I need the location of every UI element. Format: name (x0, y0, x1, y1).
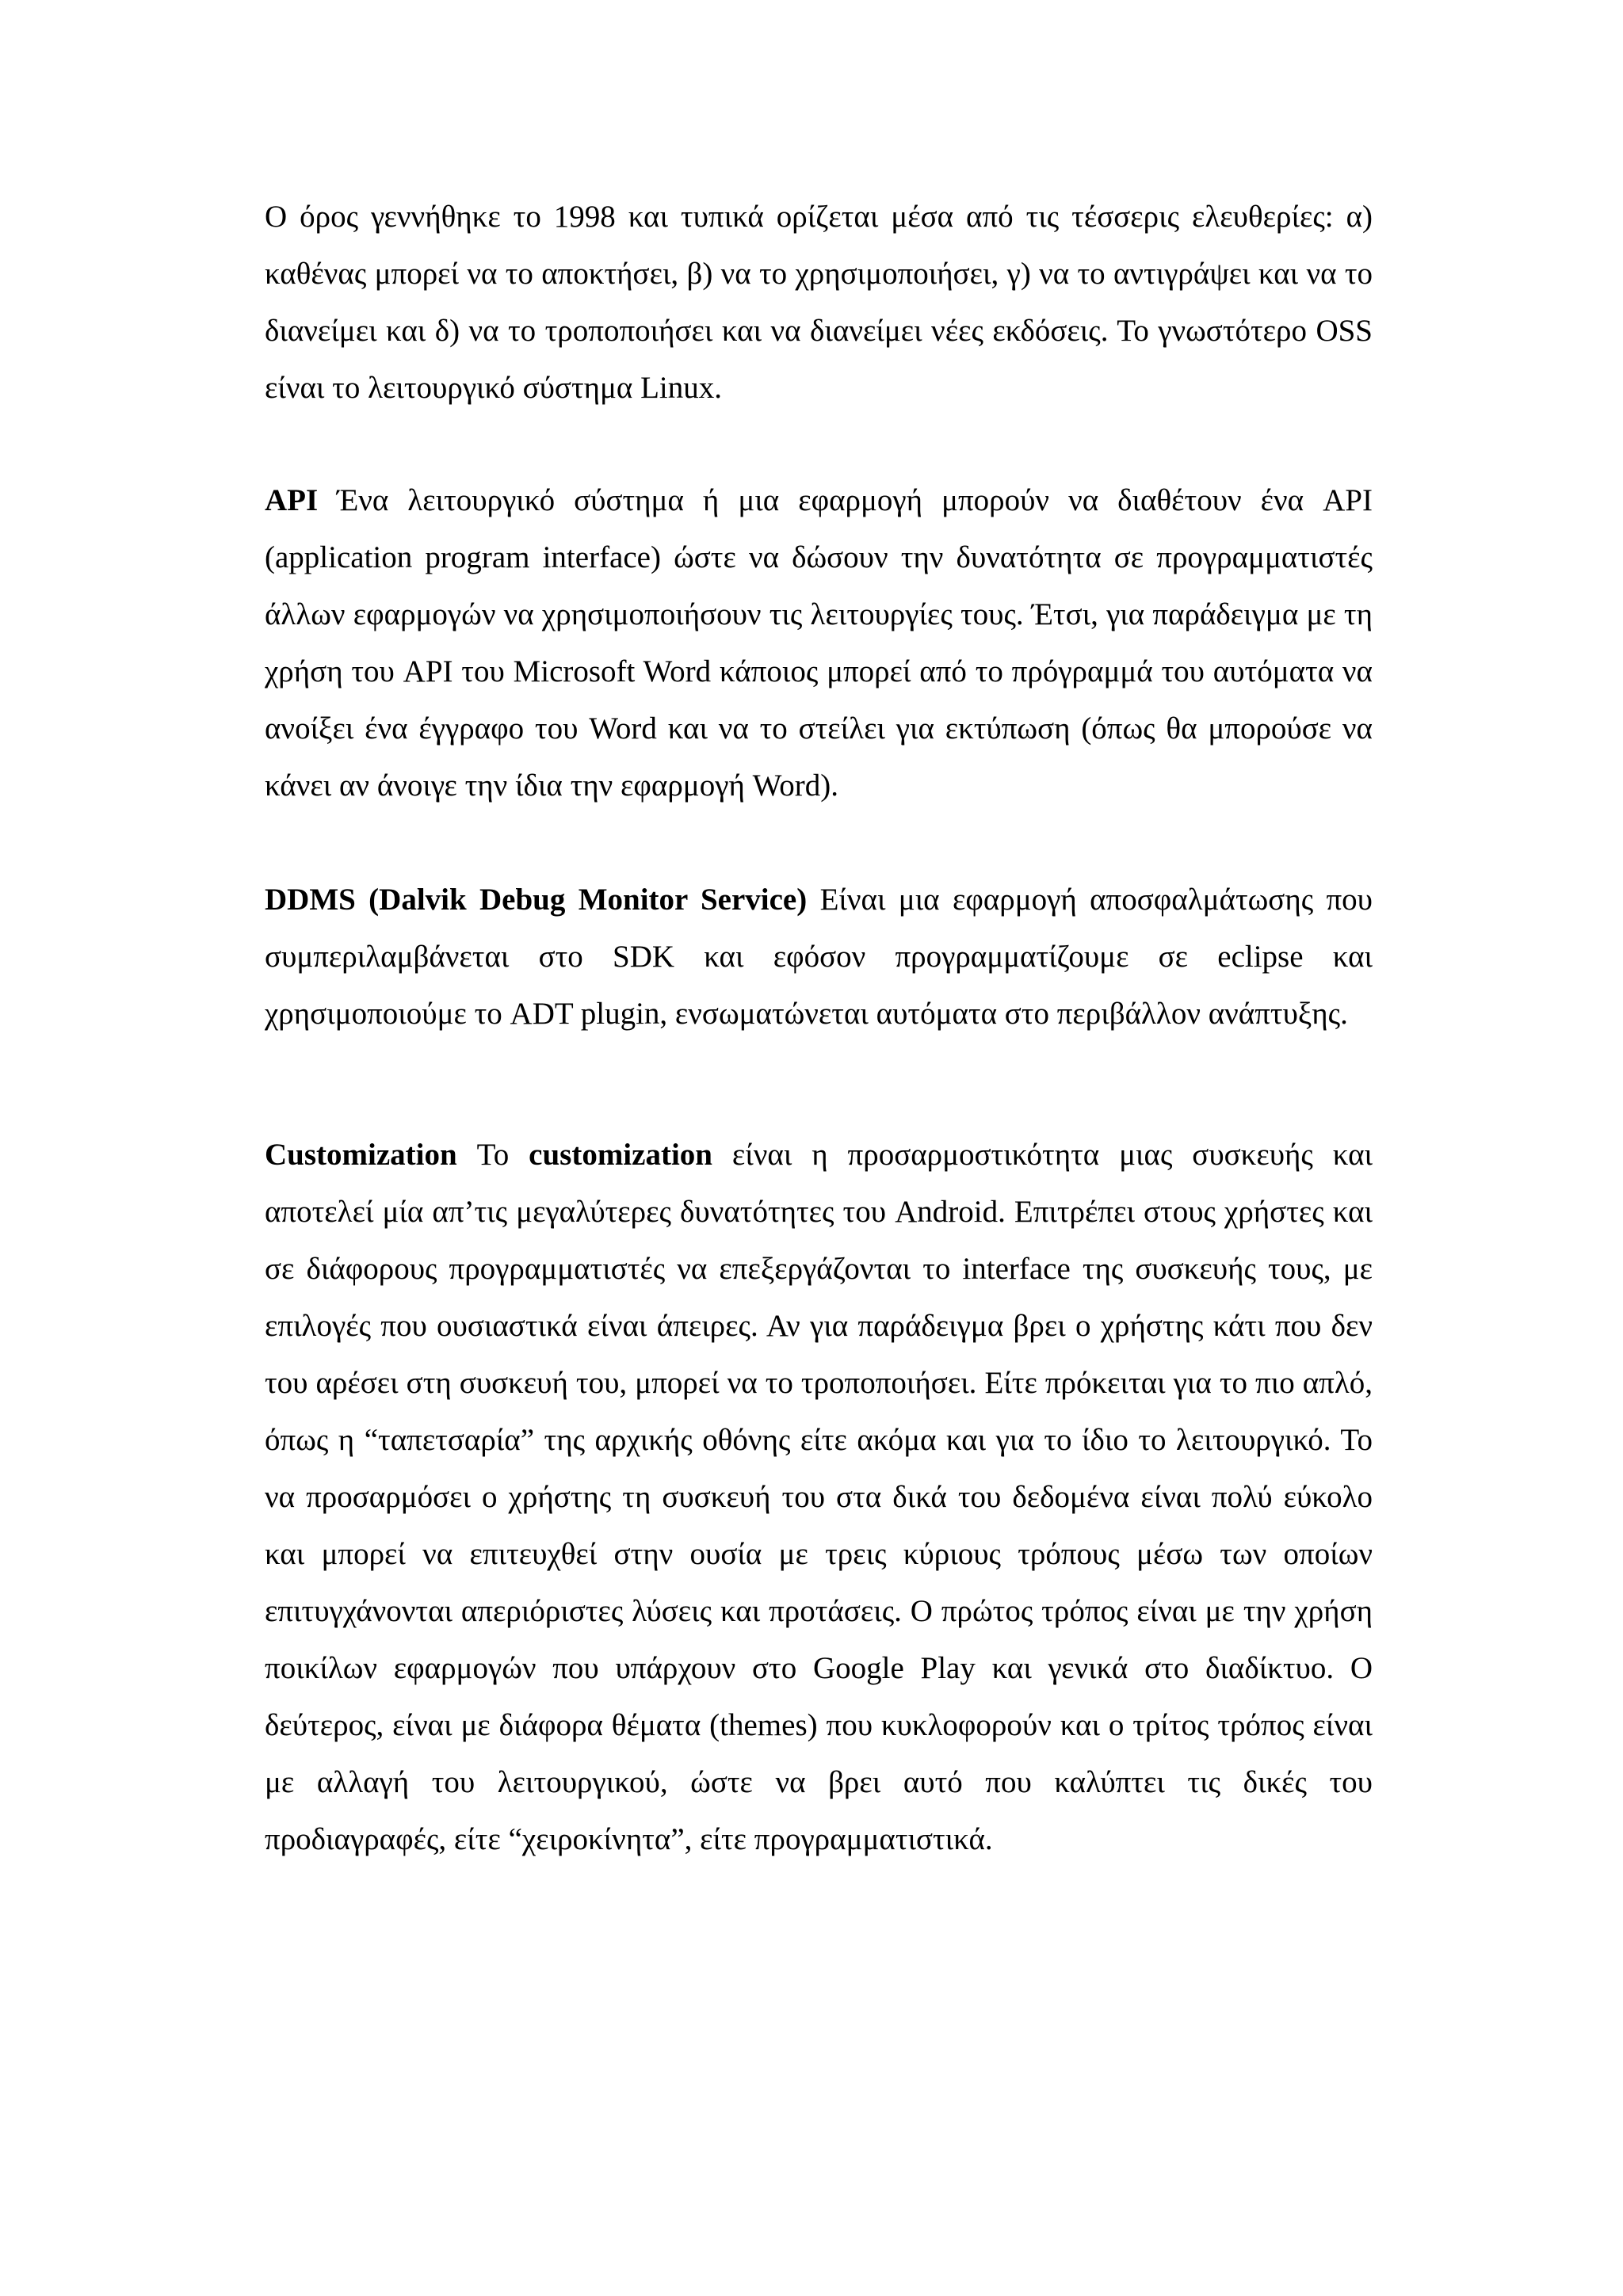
term-customization-inline: customization (529, 1138, 712, 1172)
paragraph-text: είναι η προσαρμοστικότητα μιας συσκευής και αποτελεί μία απ’τις μεγαλύτερες δυνατότητες του Android. Επιτρέπει στους χρήστες και σε διάφορους προγραμματιστές να επεξεργάζονται το interface της συσκευής τους, με επιλογές που ουσιαστικά είναι άπειρες. Αν για παράδειγμα βρει ο χρήστης κάτι που δεν του αρέσει στη συσκευή του, μπορεί να το τροποποιήσει. Είτε πρόκειται για το πιο απλό, όπως η “ταπετσαρία” της αρχικής οθόνης είτε ακόμα και για το ίδιο το λειτουργικό. Το να προσαρμόσει ο χρήστης τη συσκευή του στα δικά του δεδομένα είναι πολύ εύκολο και μπορεί να επιτευχθεί στην ουσία με τρεις κύριους τρόπους μέσω των οποίων επιτυγχάνονται απεριόριστες λύσεις και προτάσεις. Ο πρώτος τρόπος είναι με την χρήση ποικίλων εφαρμογών που υπάρχουν στο Google Play και γενικά στο διαδίκτυο. Ο δεύτερος, είναι με διάφορα θέματα (themes) που κυκλοφορούν και ο τρίτος τρόπος είναι με αλλαγή του λειτουργικού, ώστε να βρει αυτό που καλύπτει τις δικές του προδιαγραφές, είτε “χειροκίνητα”, είτε προγραμματιστικά. (265, 1138, 1373, 1856)
paragraph-api (265, 472, 1373, 814)
paragraph-customization (265, 1127, 1373, 1868)
paragraph-text: Είναι μια εφαρμογή αποσφαλμάτωσης που συμπεριλαμβάνεται στο SDK και εφόσον προγραμματίζουμε σε eclipse και χρησιμοποιούμε το ADT plugin, ενσωματώνεται αυτόματα στο περιβάλλον ανάπτυξης. (265, 883, 1373, 1031)
term-api: API (265, 483, 319, 517)
paragraph-text: Ο όρος γεννήθηκε το 1998 και τυπικά ορίζεται μέσα από τις τέσσερις ελευθερίες: α) καθένας μπορεί να το αποκτήσει, β) να το χρησιμοποιήσει, γ) να το αντιγράψει και να το διανείμει και δ) να το τροποποιήσει και να διανείμει νέες εκδόσεις. Το γνωστότερο OSS είναι το λειτουργικό σύστημα Linux. (265, 200, 1373, 405)
page-body (265, 189, 1373, 1868)
paragraph-text: Ένα λειτουργικό σύστημα ή μια εφαρμογή μπορούν να διαθέτουν ένα API (application program interface) ώστε να δώσουν την δυνατότητα σε προγραμματιστές άλλων εφαρμογών να χρησιμοποιήσουν τις λειτουργίες τους. Έτσι, για παράδειγμα με τη χρήση του API του Microsoft Word κάποιος μπορεί από το πρόγραμμά του αυτόματα να ανοίξει ένα έγγραφο του Word και να το στείλει για εκτύπωση (όπως θα μπορούσε να κάνει αν άνοιγε την ίδια την εφαρμογή Word). (265, 483, 1373, 803)
paragraph-lead: Το (456, 1138, 529, 1172)
term-ddms: DDMS (Dalvik Debug Monitor Service) (265, 883, 808, 917)
paragraph-ddms (265, 871, 1373, 1043)
paragraph-oss-definition (265, 189, 1373, 417)
term-customization: Customization (265, 1138, 457, 1172)
